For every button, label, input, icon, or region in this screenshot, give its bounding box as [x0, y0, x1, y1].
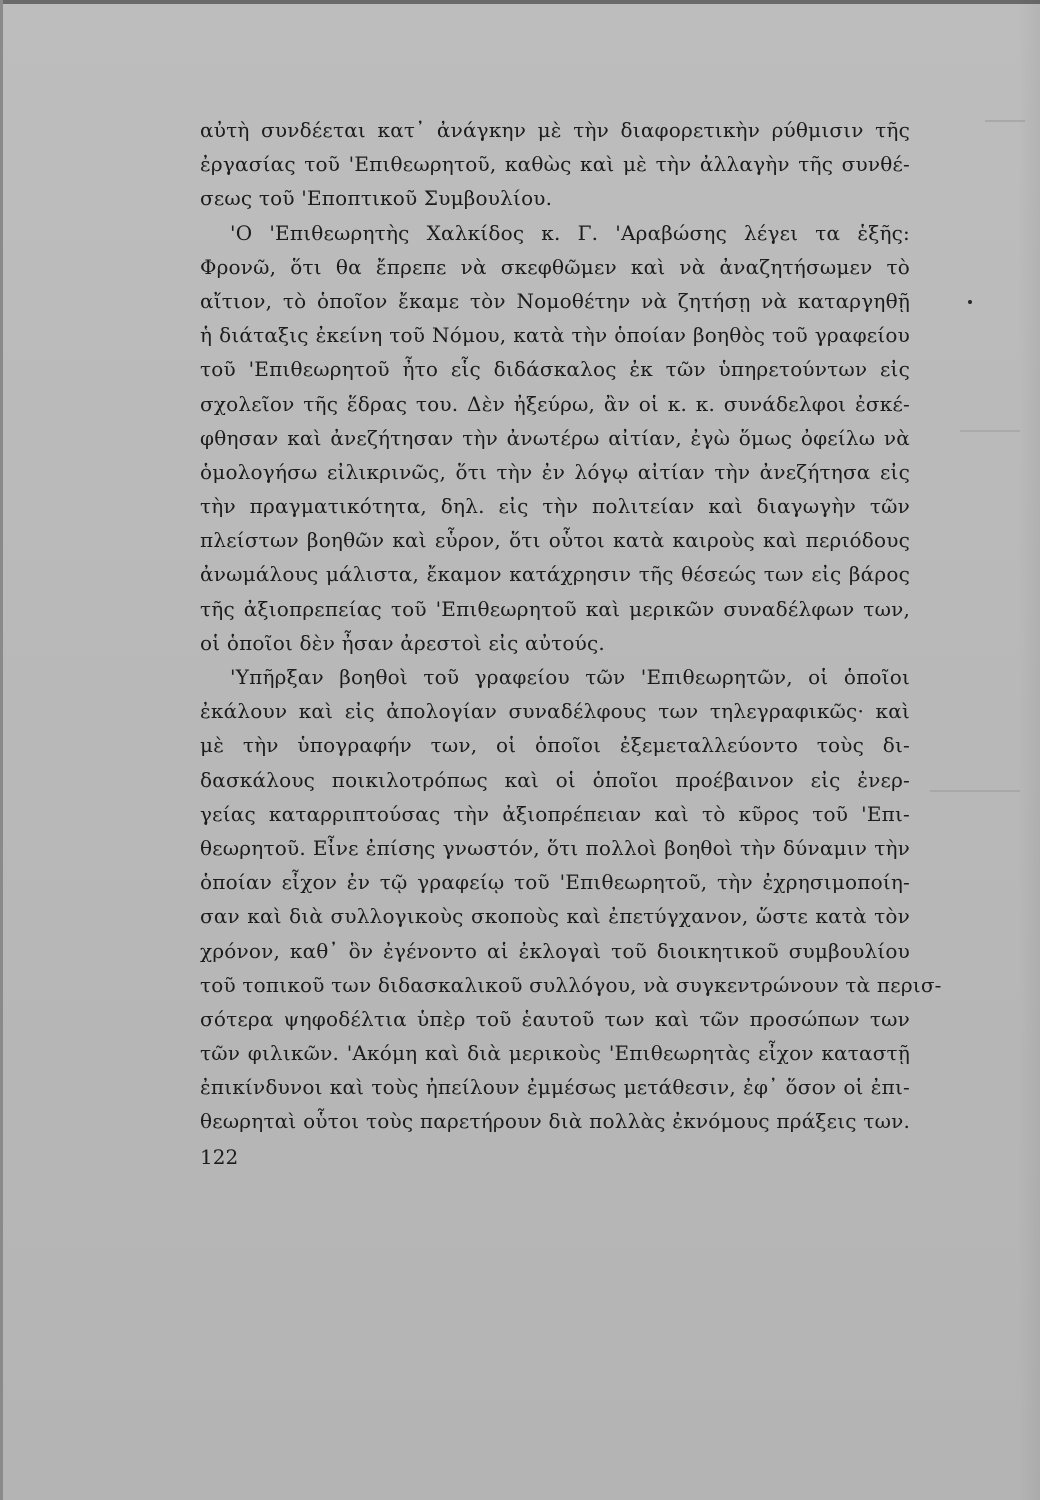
page-right-shadow [1018, 0, 1040, 1500]
text-line: τῆς ἀξιοπρεπείας τοῦ 'Επιθεωρητοῦ καὶ μερικῶν συναδέλφων των, [200, 596, 910, 621]
text-line: σαν καὶ διὰ συλλογικοὺς σκοποὺς καὶ ἐπετύγχανον, ὥστε κατὰ τὸν [200, 904, 910, 929]
text-line: χρόνον, καθ᾽ ὃν ἐγένοντο αἱ ἐκλογαὶ τοῦ διοικητικοῦ συμβουλίου [200, 938, 910, 963]
text-line: σότερα ψηφοδέλτια ὑπὲρ τοῦ ἑαυτοῦ των καὶ τῶν προσώπων των [200, 1006, 910, 1031]
text-line: θεωρηταὶ οὗτοι τοὺς παρετήρουν διὰ πολλὰς ἐκνόμους πράξεις των. [200, 1109, 910, 1134]
text-line: ἐκάλουν καὶ εἰς ἀπολογίαν συναδέλφους των τηλεγραφικῶς· καὶ [200, 699, 910, 724]
body-text [200, 113, 942, 1139]
show-through-mark [985, 120, 1025, 122]
text-line: δασκάλους ποικιλοτρόπως καὶ οἱ ὁποῖοι προέβαινον εἰς ἐνερ- [200, 767, 910, 792]
text-line: μὲ τὴν ὑπογραφήν των, οἱ ὁποῖοι ἐξεμεταλλεύοντο τοὺς δι- [200, 733, 910, 758]
text-line: πλείστων βοηθῶν καὶ εὗρον, ὅτι οὗτοι κατὰ καιροὺς καὶ περιόδους [200, 528, 910, 553]
show-through-mark [930, 790, 1020, 792]
text-line: ἐργασίας τοῦ 'Επιθεωρητοῦ, καθὼς καὶ μὲ τὴν ἀλλαγὴν τῆς συνθέ- [200, 152, 910, 177]
text-line: 'Ο 'Επιθεωρητὴς Χαλκίδος κ. Γ. 'Αραβώσης λέγει τα ἑξῆς: [230, 220, 910, 245]
text-line: 'Υπῆρξαν βοηθοὶ τοῦ γραφείου τῶν 'Επιθεωρητῶν, οἱ ὁποῖοι [230, 665, 910, 689]
page-left-edge [0, 0, 3, 1500]
text-line: τοῦ 'Επιθεωρητοῦ ἦτο εἷς διδάσκαλος ἐκ τῶν ὑπηρετούντων εἰς [200, 357, 910, 382]
show-through-mark [960, 430, 1020, 432]
text-line: ὁποίαν εἶχον ἐν τῷ γραφείῳ τοῦ 'Επιθεωρητοῦ, τὴν ἐχρησιμοποίη- [200, 870, 910, 895]
text-line: ἐπικίνδυνοι καὶ τοὺς ἠπείλουν ἐμμέσως μετάθεσιν, ἐφ᾽ ὅσον οἱ ἐπι- [200, 1075, 910, 1100]
ink-speck [968, 300, 972, 304]
text-line: θεωρητοῦ. Εἶνε ἐπίσης γνωστόν, ὅτι πολλοὶ βοηθοὶ τὴν δύναμιν τὴν [200, 835, 910, 860]
page-top-edge [0, 0, 1040, 4]
text-line: τῶν φιλικῶν. 'Ακόμη καὶ διὰ μερικοὺς 'Επιθεωρητὰς εἶχον καταστῇ [200, 1041, 910, 1066]
text-line: ὁμολογήσω εἰλικρινῶς, ὅτι τὴν ἐν λόγῳ αἰτίαν τὴν ἀνεζήτησα εἰς [200, 459, 910, 484]
text-line: αἴτιον, τὸ ὁποῖον ἔκαμε τὸν Νομοθέτην νὰ ζητήσῃ νὰ καταργηθῇ [200, 288, 910, 313]
text-line: αὐτὴ συνδέεται κατ᾽ ἀνάγκην μὲ τὴν διαφορετικὴν ρύθμισιν τῆς [200, 118, 910, 142]
text-line: τὴν πραγματικότητα, δηλ. εἰς τὴν πολιτείαν καὶ διαγωγὴν τῶν [200, 494, 910, 519]
text-line: ἀνωμάλους μάλιστα, ἔκαμον κατάχρησιν τῆς θέσεώς των εἰς βάρος [200, 562, 910, 587]
text-line: ἡ διάταξις ἐκείνη τοῦ Νόμου, κατὰ τὴν ὁποίαν βοηθὸς τοῦ γραφείου [200, 323, 910, 348]
text-line: φθησαν καὶ ἀνεζήτησαν τὴν ἀνωτέρω αἰτίαν, ἐγὼ ὅμως ὀφείλω νὰ [200, 425, 910, 450]
text-line: οἱ ὁποῖοι δὲν ἦσαν ἀρεστοὶ εἰς αὐτούς. [200, 630, 605, 655]
text-line: γείας καταρριπτούσας τὴν ἀξιοπρέπειαν καὶ τὸ κῦρος τοῦ 'Επι- [200, 801, 910, 826]
page-number: 122 [200, 1145, 239, 1169]
text-line: σεως τοῦ 'Εποπτικοῦ Συμβουλίου. [200, 186, 553, 211]
text-line: τοῦ τοπικοῦ των διδασκαλικοῦ συλλόγου, νὰ συγκεντρώνουν τὰ περισ- [200, 972, 942, 997]
text-line: Φρονῶ, ὅτι θα ἔπρεπε νὰ σκεφθῶμεν καὶ νὰ ἀναζητήσωμεν τὸ [200, 254, 910, 279]
text-line: σχολεῖον τῆς ἕδρας του. Δὲν ἠξεύρω, ἂν οἱ κ. κ. συνάδελφοι ἐσκέ- [200, 391, 910, 416]
